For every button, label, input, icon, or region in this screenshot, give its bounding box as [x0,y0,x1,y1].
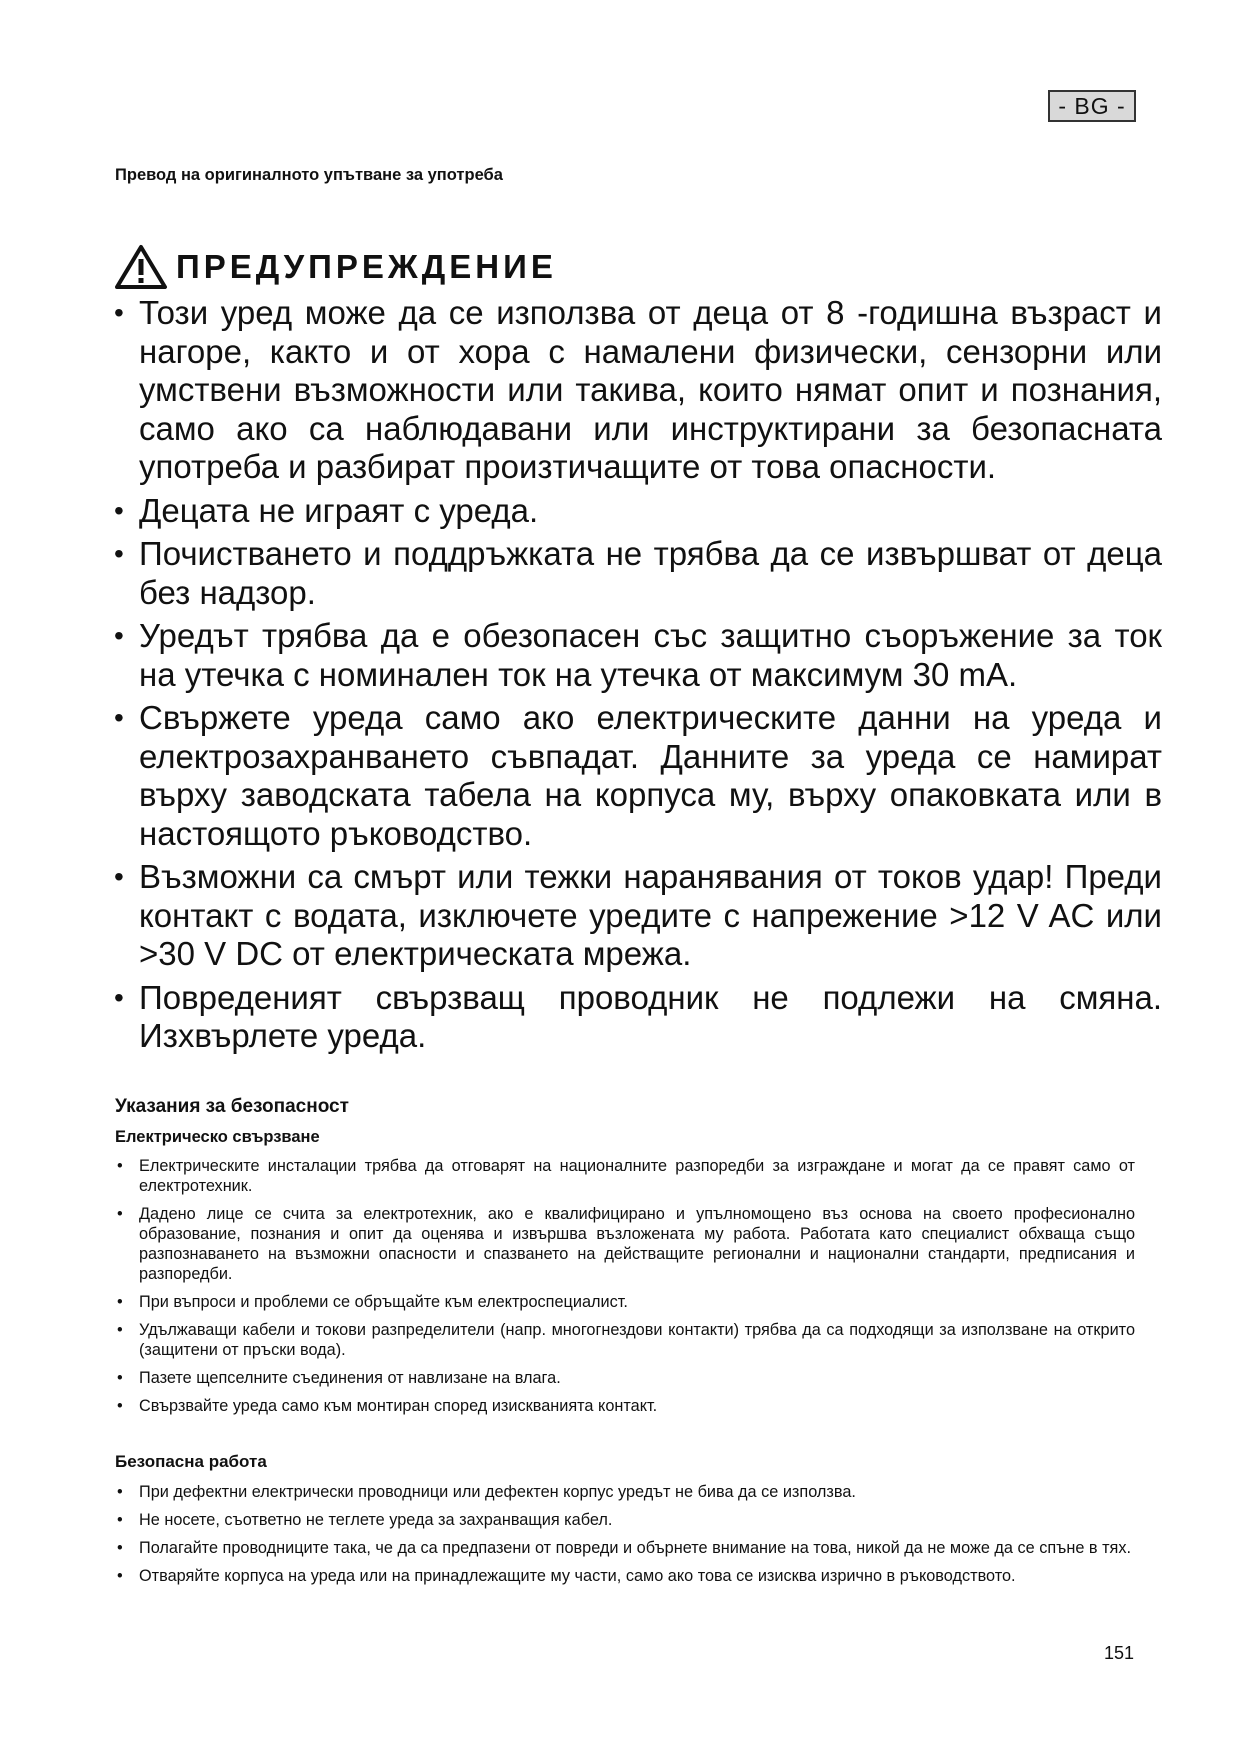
operation-heading: Безопасна работа [115,1452,267,1471]
warning-heading [114,242,557,292]
warning-item: • Този уред може да се използва от деца от 8 -годишна възраст и нагоре, както и от хора с намалени физически, сензорни или умствени възможности или такива, които нямат опит и познания, само ако са наблюдавани или инструктирани за безопасната употреба и разбират произтичащите от това опасности. [114,294,1162,487]
warning-item: • Свържете уреда само ако електрическите данни на уреда и електрозахранването съвпадат. Данните за уреда се намират върху заводската табела на корпуса му, върху опаковката или в настоящото ръководство. [114,699,1162,853]
list-item: • Пазете щепселните съединения от навлизане на влага. [115,1368,1135,1388]
list-item: • При въпроси и проблеми се обръщайте към електроспециалист. [115,1292,1135,1312]
list-item: • Дадено лице се счита за електротехник, ако е квалифицирано и упълномощено въз основа на своето професионално образование, познания и опит да оценява и извършва възложената му работа. Работата като специалист обхваща също разпознаването на възможни опасности и спазването на действащите регионални и национални стандарти, предписания и разпоредби. [115,1204,1135,1284]
warning-triangle-icon [114,244,168,290]
warning-title: ПРЕДУПРЕЖДЕНИЕ [176,248,557,285]
list-item: • Свързвайте уреда само към монтиран според изискванията контакт. [115,1396,1135,1416]
electrical-heading: Електрическо свързване [115,1128,320,1146]
operation-list [115,1482,1135,1594]
safety-heading: Указания за безопасност [115,1096,349,1117]
warning-item: • Възможни са смърт или тежки наранявания от токов удар! Преди контакт с водата, изключете уредите с напрежение >12 V AC или >30 V DC от електрическата мрежа. [114,858,1162,974]
language-badge: - BG - [1048,90,1136,122]
list-item: • Не носете, съответно не теглете уреда за захранващия кабел. [115,1510,1135,1530]
page-number: 151 [1104,1643,1135,1663]
warning-item: • Децата не играят с уреда. [114,492,1162,531]
list-item: • Удължаващи кабели и токови разпределители (напр. многогнездови контакти) трябва да са подходящи за използване на открито (защитени от пръски вода). [115,1320,1135,1360]
warning-item: • Почистването и поддръжката не трябва да се извършват от деца без надзор. [114,535,1162,612]
list-item: • Електрическите инсталации трябва да отговарят на националните разпоредби за изграждане и могат да се правят само от електротехник. [115,1156,1135,1196]
warning-list [114,294,1162,1061]
document-subtitle: Превод на оригиналното упътване за употреба [115,166,503,184]
list-item: • При дефектни електрически проводници или дефектен корпус уредът не бива да се използва. [115,1482,1135,1502]
warning-item: • Уредът трябва да е обезопасен със защитно съоръжение за ток на утечка с номинален ток на утечка от максимум 30 mA. [114,617,1162,694]
warning-item: • Повреденият свързващ проводник не подлежи на смяна. Изхвърлете уреда. [114,979,1162,1056]
list-item: • Полагайте проводниците така, че да са предпазени от повреди и обърнете внимание на това, никой да не може да се спъне в тях. [115,1538,1135,1558]
electrical-list [115,1156,1135,1424]
list-item: • Отваряйте корпуса на уреда или на принадлежащите му части, само ако това се изисква изрично в ръководството. [115,1566,1135,1586]
